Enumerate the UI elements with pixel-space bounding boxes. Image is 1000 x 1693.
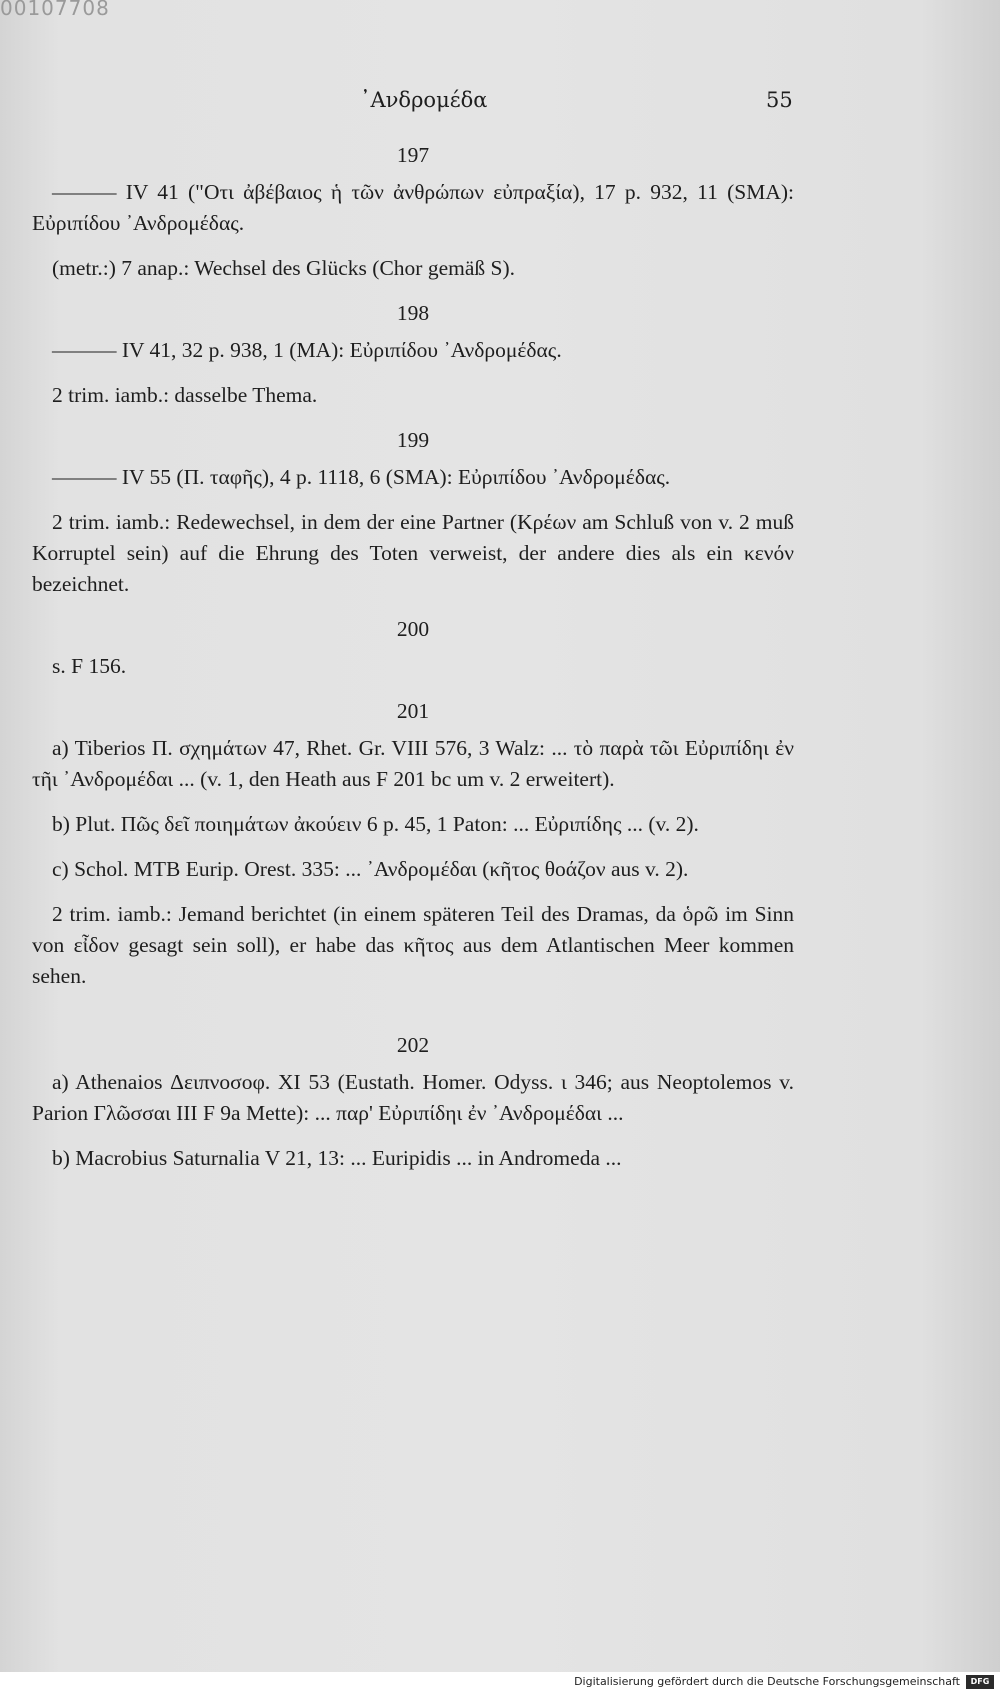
entry-198 bbox=[32, 298, 794, 411]
entry-paragraph: 2 trim. iamb.: Redewechsel, in dem der eine Partner (Κρέων am Schluß von v. 2 muß Korruptel sein) auf die Ehrung des Toten verweist, der andere dies als ein κενόν bezeichnet. bbox=[32, 510, 794, 596]
footer-text: Digitalisierung gefördert durch die Deutsche Forschungsgemeinschaft bbox=[574, 1675, 960, 1688]
page-content bbox=[32, 140, 794, 1188]
entry-paragraph: c) Schol. MTB Eurip. Orest. 335: ... ᾿Ανδρομέδαι (κῆτος θοάζον aus v. 2). bbox=[52, 857, 689, 881]
entry-paragraph: 2 trim. iamb.: Jemand berichtet (in einem späteren Teil des Dramas, da ὁρῶ im Sinn von εἶδον gesagt sein soll), er habe das κῆτος aus dem Atlantischen Meer kommen sehen. bbox=[32, 902, 794, 988]
entry-paragraph: ——— IV 41 ("Οτι ἀβέβαιος ἡ τῶν ἀνθρώπων εὐπραξία), 17 p. 932, 11 (SMA): Εὐριπίδου ᾿Ανδρομέδας. bbox=[32, 180, 794, 235]
entry-paragraph: 2 trim. iamb.: dasselbe Thema. bbox=[52, 383, 318, 407]
entry-199 bbox=[32, 425, 794, 600]
entry-paragraph: ——— IV 41, 32 p. 938, 1 (MA): Εὐριπίδου ᾿Ανδρομέδας. bbox=[52, 338, 562, 362]
entry-197 bbox=[32, 140, 794, 284]
page-header bbox=[0, 88, 1000, 122]
entry-202 bbox=[32, 1030, 794, 1174]
entry-paragraph: (metr.:) 7 anap.: Wechsel des Glücks (Chor gemäß S). bbox=[52, 256, 515, 280]
entry-number: 200 bbox=[396, 617, 430, 641]
entry-paragraph: b) Macrobius Saturnalia V 21, 13: ... Euripidis ... in Andromeda ... bbox=[52, 1146, 622, 1170]
entry-number: 198 bbox=[396, 301, 430, 325]
scan-id: 00107708 bbox=[0, 0, 110, 20]
entry-number: 201 bbox=[396, 699, 430, 723]
digitization-footer bbox=[0, 1672, 1000, 1693]
entry-paragraph: a) Tiberios Π. σχημάτων 47, Rhet. Gr. VIII 576, 3 Walz: ... τὸ παρὰ τῶι Εὐριπίδηι ἐν τῆι ᾿Ανδρομέδαι ... (v. 1, den Heath aus F 201 bc um v. 2 erweitert). bbox=[32, 736, 794, 791]
entry-number: 199 bbox=[396, 428, 430, 452]
entry-201 bbox=[32, 696, 794, 992]
entry-paragraph: ——— IV 55 (Π. ταφῆς), 4 p. 1118, 6 (SMA): Εὐριπίδου ᾿Ανδρομέδας. bbox=[52, 465, 671, 489]
entry-number: 202 bbox=[396, 1033, 430, 1057]
page-number: 55 bbox=[766, 88, 793, 112]
dfg-logo: DFG bbox=[966, 1675, 994, 1689]
entry-paragraph: a) Athenaios Δειπνοσοφ. XI 53 (Eustath. Homer. Odyss. ι 346; aus Neoptolemos v. Parion Γλῶσσαι III F 9a Mette): ... παρ' Εὐριπίδηι ἐν ᾿Ανδρομέδαι ... bbox=[32, 1070, 794, 1125]
entry-paragraph: b) Plut. Πῶς δεῖ ποιημάτων ἀκούειν 6 p. 45, 1 Paton: ... Εὐριπίδης ... (v. 2). bbox=[52, 812, 699, 836]
entry-number: 197 bbox=[396, 143, 430, 167]
entry-200 bbox=[32, 614, 794, 682]
entry-paragraph: s. F 156. bbox=[52, 654, 127, 678]
running-title: ᾿Ανδρομέδα bbox=[360, 88, 488, 112]
